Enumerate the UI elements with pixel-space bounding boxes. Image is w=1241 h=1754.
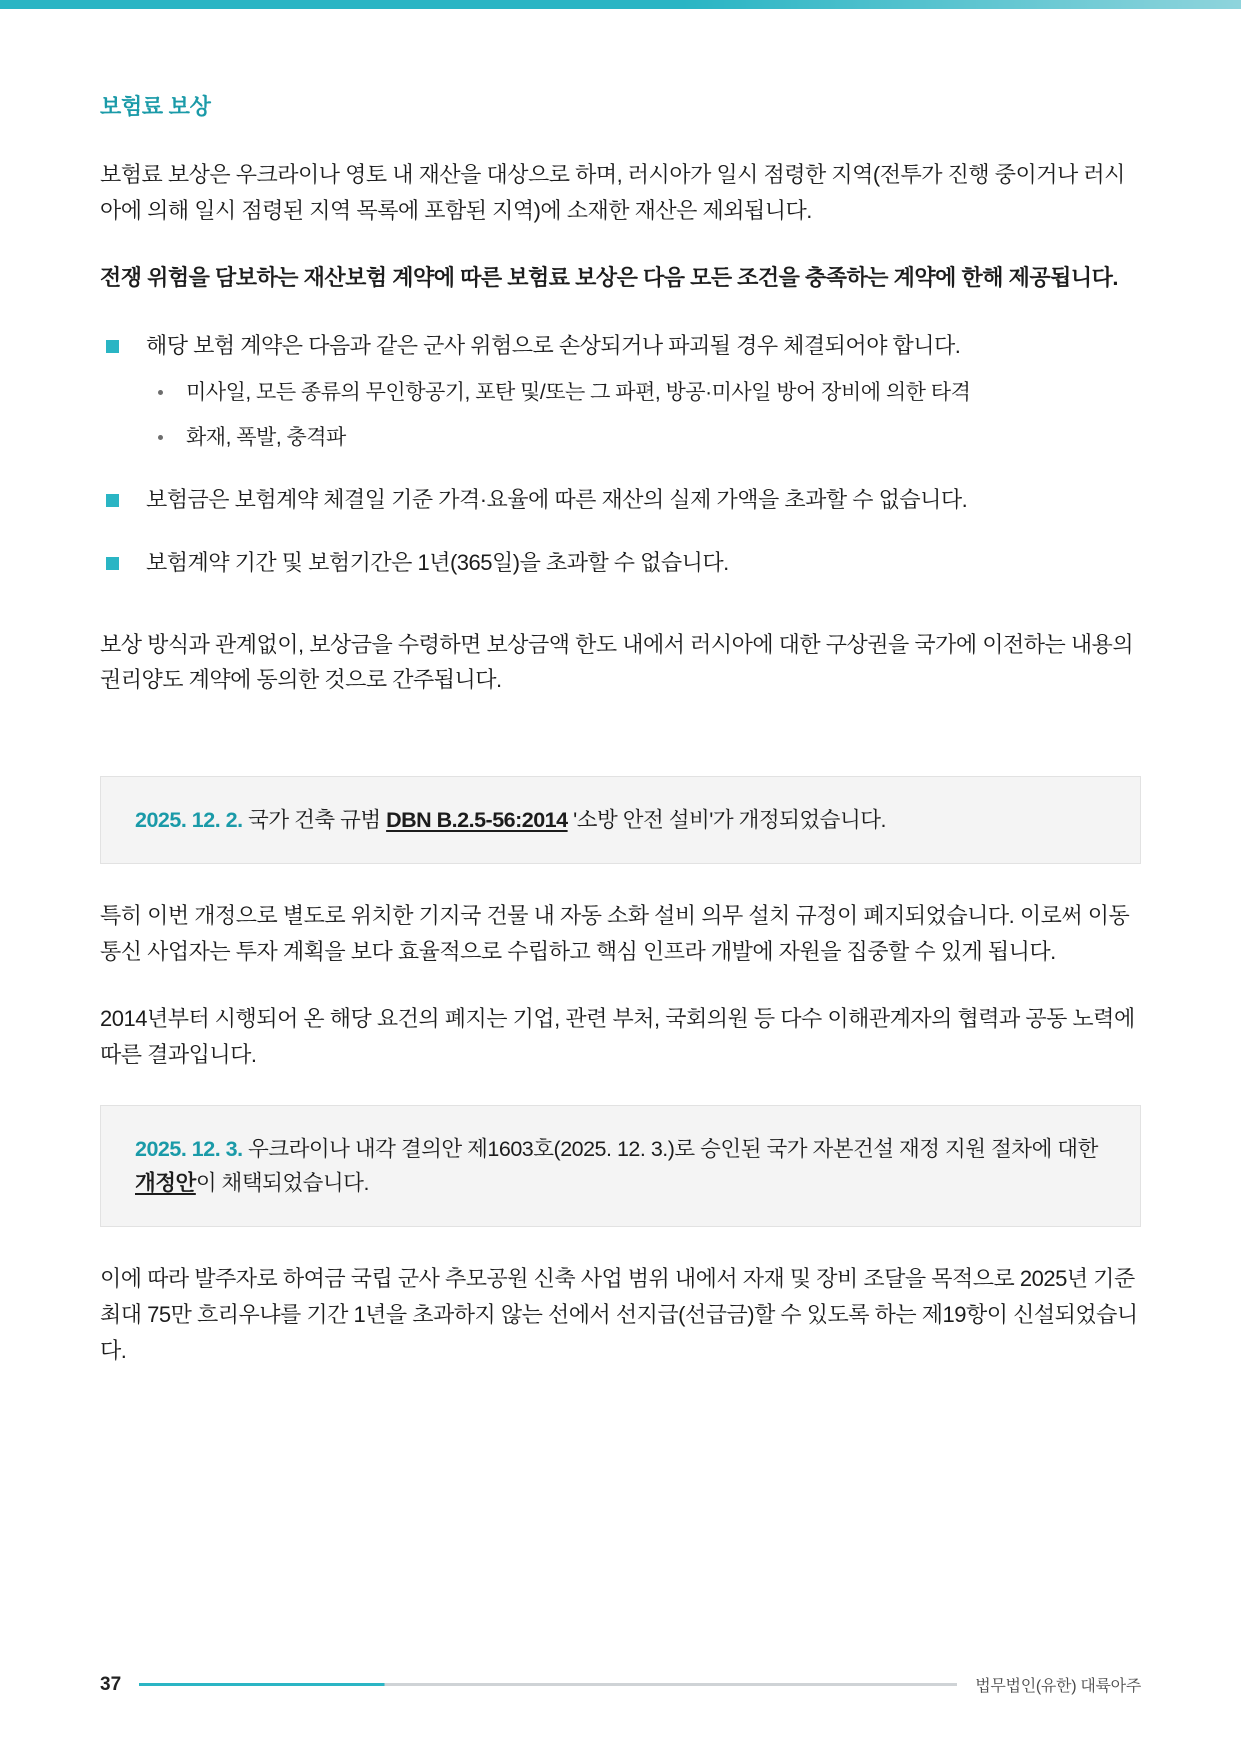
page-title: 보험료 보상	[100, 94, 211, 119]
callout-text-before: 우크라이나 내각 결의안 제1603호(2025. 12. 3.)로 승인된 국가 자본건설 재정 지원 절차에 대한	[242, 1136, 1098, 1161]
sub-list-item-text: 미사일, 모든 종류의 무인항공기, 포탄 및/또는 그 파편, 방공·미사일 방어 장비에 의한 타격	[186, 381, 971, 405]
paragraph-intro: 보험료 보상은 우크라이나 영토 내 재산을 대상으로 하며, 러시아가 일시 점령한 지역(전투가 진행 중이거나 러시아에 의해 일시 점령된 지역 목록에 포함된 지역)에 소재한 재산은 제외됩니다.	[100, 162, 1125, 223]
paragraph-after-bullets: 보상 방식과 관계없이, 보상금을 수령하면 보상금액 한도 내에서 러시아에 대한 구상권을 국가에 이전하는 내용의 권리양도 계약에 동의한 것으로 간주됩니다.	[100, 631, 1134, 693]
callout-emphasis: 개정안	[135, 1171, 196, 1196]
callout-text-after: 이 채택되었습니다.	[195, 1171, 369, 1196]
square-bullet-icon	[106, 340, 119, 353]
spacer	[100, 730, 1141, 766]
paragraph-after-callout1-b: 2014년부터 시행되어 온 해당 요건의 폐지는 기업, 관련 부처, 국회의원 등 다수 이해관계자의 협력과 공동 노력에 따른 결과입니다.	[100, 1006, 1135, 1068]
paragraph-conditions-lead: 전쟁 위험을 담보하는 재산보험 계약에 따른 보험료 보상은 다음 모든 조건을 충족하는 계약에 한해 제공됩니다.	[100, 265, 1119, 291]
spacer	[100, 609, 1141, 627]
sub-list	[146, 377, 1141, 454]
callout-date: 2025. 12. 2.	[135, 807, 243, 832]
list-item-text: 해당 보험 계약은 다음과 같은 군사 위험으로 손상되거나 파괴될 경우 체결되어야 합니다.	[146, 332, 961, 358]
callout-date: 2025. 12. 3.	[135, 1136, 243, 1161]
square-bullet-icon	[106, 494, 119, 507]
list-item	[100, 328, 1141, 454]
paragraph-after-callout2: 이에 따라 발주자로 하여금 국립 군사 추모공원 신축 사업 범위 내에서 자재 및 장비 조달을 목적으로 2025년 기준 최대 75만 흐리우냐를 기간 1년을 초과하지 않는 선에서 선지급(선급금)할 수 있도록 하는 제19항이 신설되었습니다.	[100, 1266, 1138, 1363]
square-bullet-icon	[106, 557, 119, 570]
paragraph-after-callout1-a: 특히 이번 개정으로 별도로 위치한 기지국 건물 내 자동 소화 설비 의무 설치 규정이 폐지되었습니다. 이로써 이동통신 사업자는 투자 계획을 보다 효율적으로 수립하고 핵심 인프라 개발에 자원을 집중할 수 있게 됩니다.	[100, 903, 1130, 964]
callout-box-1	[100, 776, 1141, 864]
list-item-text: 보험계약 기간 및 보험기간은 1년(365일)을 초과할 수 없습니다.	[146, 550, 729, 576]
callout-emphasis: DBN B.2.5-56:2014	[386, 807, 568, 832]
dot-bullet-icon	[158, 435, 163, 440]
footer-rule	[139, 1683, 957, 1686]
list-item-text: 보험금은 보험계약 체결일 기준 가격·요율에 따른 재산의 실제 가액을 초과할 수 없습니다.	[146, 487, 968, 513]
callout-text-before: 국가 건축 규범	[242, 807, 387, 832]
page-footer	[100, 1673, 1141, 1696]
dot-bullet-icon	[158, 390, 163, 395]
sub-list-item	[146, 377, 1141, 410]
list-item	[100, 545, 1141, 580]
sub-list-item-text: 화재, 폭발, 충격파	[186, 425, 346, 449]
list-item	[100, 482, 1141, 517]
sub-list-item	[146, 422, 1141, 455]
callout-box-2	[100, 1105, 1141, 1228]
conditions-list	[100, 328, 1141, 581]
callout-text-after: '소방 안전 설비'가 개정되었습니다.	[567, 807, 886, 832]
firm-name: 법무법인(유한) 대륙아주	[975, 1678, 1141, 1695]
page-number: 37	[100, 1673, 122, 1695]
